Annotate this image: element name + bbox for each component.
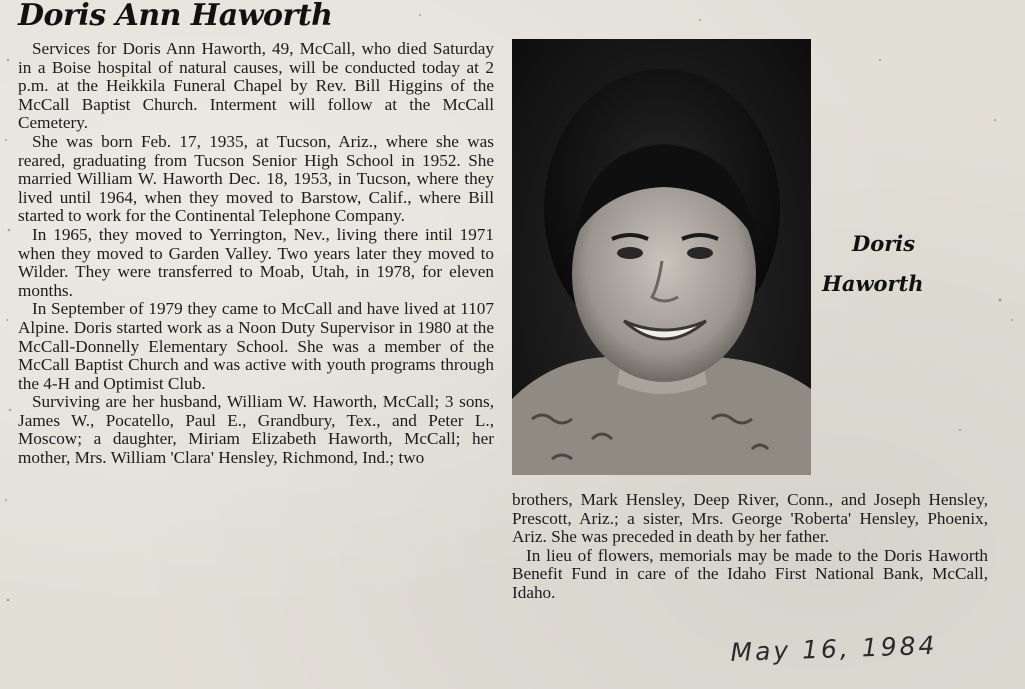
paragraph-moves: In 1965, they moved to Yerrington, Nev., living there intil 1971 when they moved to Garden Valley. Two years later they moved to Wilder. They were transferred to Moab, Utah, in 1978, for eleven months. — [18, 224, 494, 300]
paragraph-services: Services for Doris Ann Haworth, 49, McCall, who died Saturday in a Boise hospital of natural causes, will be conducted today at 2 p.m. at the Heikkila Funeral Chapel by Rev. Bill Higgins of the McCall Baptist Church. Interment will follow at the McCall Cemetery. — [18, 39, 494, 133]
paragraph-survivors: Surviving are her husband, William W. Haworth, McCall; 3 sons, James W., Pocatello, Paul E., Grandbury, Tex., and Peter L., Moscow; a daughter, Miriam Elizabeth Haworth, McCall; her mother, Mrs. William 'Clara' Hensley, Richmond, Ind.; two — [18, 392, 494, 468]
article-column-left — [18, 40, 494, 468]
photo-caption — [822, 224, 952, 304]
article-column-right — [512, 491, 988, 603]
paragraph-mccall: In September of 1979 they came to McCall and have lived at 1107 Alpine. Doris started work as a Noon Duty Supervisor in 1980 at the McCall-Donnelly Elementary School. She was a member of the McCall Baptist Church and was active with youth programs through the 4-H and Optimist Club. — [18, 299, 494, 393]
portrait-illustration — [512, 39, 811, 475]
obituary-headline: Doris Ann Haworth — [18, 0, 333, 33]
paragraph-survivors-continued: brothers, Mark Hensley, Deep River, Conn., and Joseph Hensley, Prescott, Ariz.; a sister, Mrs. George 'Roberta' Hensley, Phoenix, Ariz. She was preceded in death by her father. — [512, 490, 988, 547]
handwritten-date: May 16, 1984 — [730, 630, 938, 667]
right-eye — [687, 247, 713, 259]
portrait-photo — [512, 39, 811, 475]
paragraph-memorials: In lieu of flowers, memorials may be made to the Doris Haworth Benefit Fund in care of the Idaho First National Bank, McCall, Idaho. — [512, 545, 988, 602]
paragraph-early-life: She was born Feb. 17, 1935, at Tucson, Ariz., where she was reared, graduating from Tucson Senior High School in 1952. She married William W. Haworth Dec. 18, 1953, in Tucson, where they lived until 1964, when they moved to Barstow, Calif., where Bill started to work for the Continental Telephone Company. — [18, 131, 494, 226]
left-eye — [617, 247, 643, 259]
caption-first-name: Doris — [852, 231, 916, 256]
caption-last-name: Haworth — [822, 271, 924, 296]
